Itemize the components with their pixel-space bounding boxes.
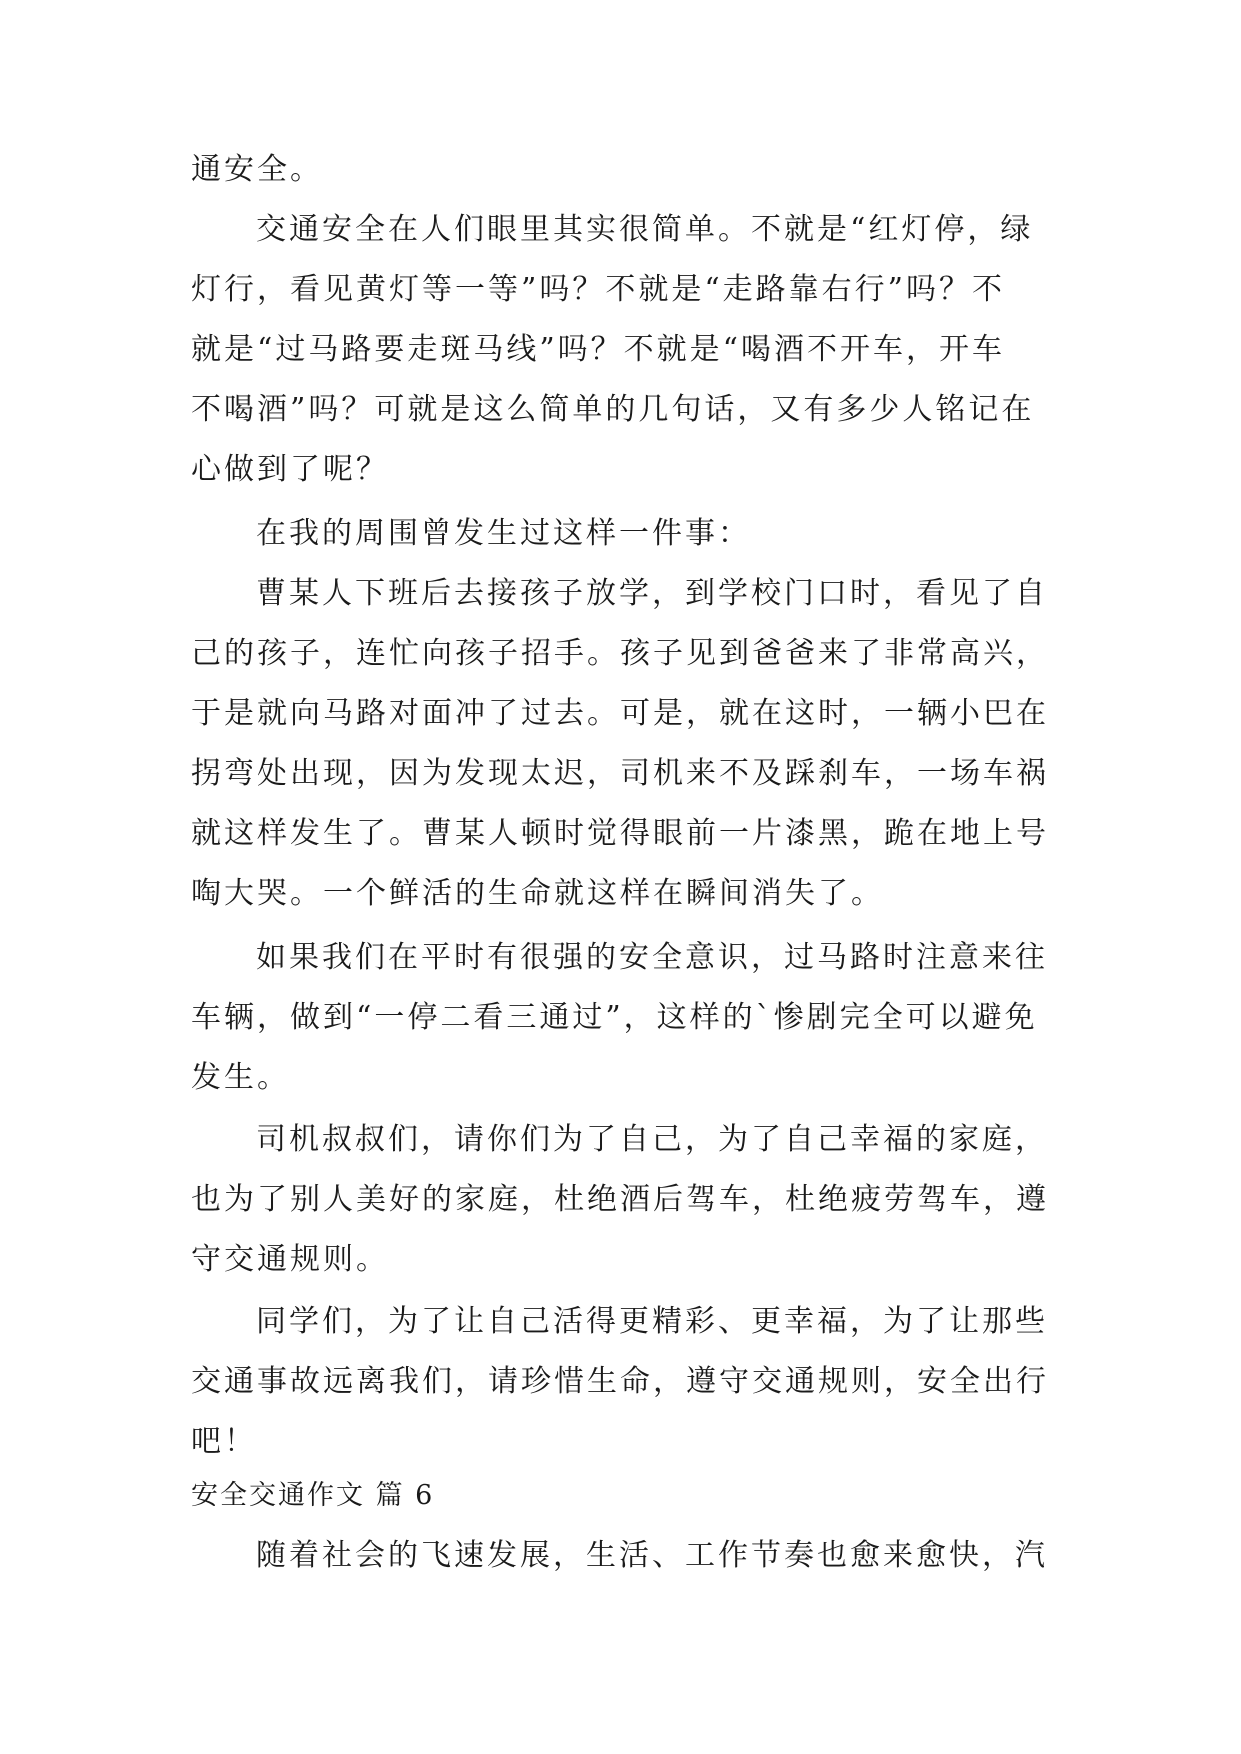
text-line: 曹某人下班后去接孩子放学，到学校门口时，看见了自 xyxy=(256,576,1048,611)
text-line: 也为了别人美好的家庭，杜绝酒后驾车，杜绝疲劳驾车，遵 xyxy=(191,1182,1049,1217)
section-heading: 安全交通作文 篇 6 xyxy=(191,1480,435,1511)
text-line: 就是“过马路要走斑马线”吗？不就是“喝酒不开车，开车 xyxy=(191,332,1006,367)
text-line: 司机叔叔们，请你们为了自己，为了自己幸福的家庭， xyxy=(256,1122,1048,1157)
text-line: 车辆，做到“一停二看三通过”，这样的`惨剧完全可以避免 xyxy=(191,1000,1038,1035)
text-line: 灯行，看见黄灯等一等”吗？不就是“走路靠右行”吗？不 xyxy=(191,272,1006,307)
text-line: 己的孩子，连忙向孩子招手。孩子见到爸爸来了非常高兴， xyxy=(191,636,1049,671)
text-line: 在我的周围曾发生过这样一件事： xyxy=(256,516,751,551)
text-line: 拐弯处出现，因为发现太迟，司机来不及踩刹车，一场车祸 xyxy=(191,756,1049,791)
text-line: 心做到了呢？ xyxy=(191,452,389,487)
text-line: 就这样发生了。曹某人顿时觉得眼前一片漆黑，跪在地上号 xyxy=(191,816,1049,851)
text-line: 守交通规则。 xyxy=(191,1242,389,1277)
text-line: 于是就向马路对面冲了过去。可是，就在这时，一辆小巴在 xyxy=(191,696,1049,731)
text-line: 交通事故远离我们，请珍惜生命，遵守交通规则，安全出行 xyxy=(191,1364,1049,1399)
text-line: 同学们，为了让自己活得更精彩、更幸福，为了让那些 xyxy=(256,1304,1048,1339)
text-line: 吧！ xyxy=(191,1424,257,1459)
text-line: 如果我们在平时有很强的安全意识，过马路时注意来往 xyxy=(256,940,1048,975)
text-line: 通安全。 xyxy=(191,152,323,187)
text-line: 随着社会的飞速发展，生活、工作节奏也愈来愈快，汽 xyxy=(256,1538,1048,1573)
text-line: 发生。 xyxy=(191,1060,290,1095)
text-line: 啕大哭。一个鲜活的生命就这样在瞬间消失了。 xyxy=(191,876,884,911)
text-line: 不喝酒”吗？可就是这么简单的几句话，又有多少人铭记在 xyxy=(191,392,1035,427)
text-line: 交通安全在人们眼里其实很简单。不就是“红灯停，绿 xyxy=(256,212,1034,247)
